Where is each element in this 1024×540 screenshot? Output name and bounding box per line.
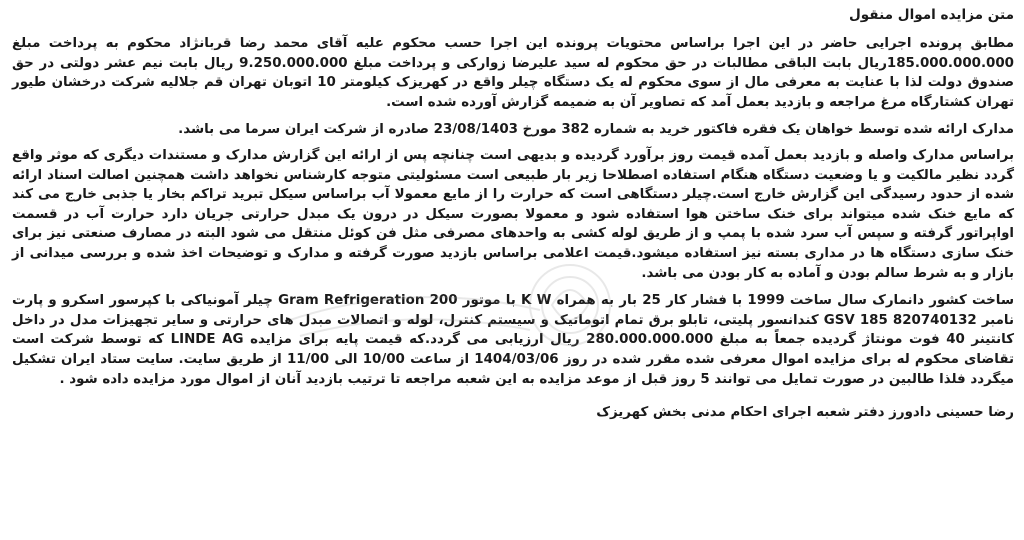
paragraph-specifications: ساخت کشور دانمارک سال ساخت 1999 با فشار کار 25 بار به همراه K W با موتور 200 Gram Refrigeration چیلر آمونیاکی با کپرسور اسکرو و پارت نامبر 820740132 GSV 185 کندانسور پلیتی، تابلو برق تمام اتوماتیک و سیستم کنترل، لوله و اتصالات مبدل های حرارتی و سایر تجهیزات مدل در داخل کانتینر 40 فوت مونتاژ گردیده جمعاً به مبلغ 280.000.000.000 ریال ارزیابی می گردد.که قیمت پایه برای مزایده LINDE AG که توسط شرکت است تقاضای محکوم له برای مزایده اموال معرفی شده مقرر شده در روز 1404/03/06 از ساعت 10/00 الی 11/00 از طریق سایت. سایت ستاد ایران تشکیل میگردد فلذا طالبین در صورت تمایل می توانند 5 روز قبل از موعد مزایده به این شعبه مراجعه تا ترتیب بازدید آنان از اموال مورد مزایده داده شود . — [12, 293, 1014, 387]
document-title: متن مزایده اموال منقول — [848, 7, 1014, 23]
signature-line: رضا حسینی دادورز دفتر شعبه اجرای احکام مدنی بخش کهریزک — [596, 405, 1014, 421]
paragraph-invoice: مدارک ارائه شده توسط خواهان یک فقره فاکتور خرید به شماره 382 مورخ 23/08/1403 صادره از شرکت ایران سرما می باشد. — [178, 122, 1014, 138]
paragraph-assessment: براساس مدارک واصله و بازدید بعمل آمده قیمت روز برآورد گردیده و بدیهی است چنانچه پس از ارائه این گزارش مدارک و مستندات دیگری که موثر واقع گردد نظیر مالکیت و یا وضعیت دستگاه هنگام استفاده اصطلاحا زیر بار طبیعی است مسئولیتی متوجه کارشناس نخواهد داشت همچنین اصالت اسناد ارائه شده از حدود رسیدگی این گزارش خارج است.چیلر دستگاهی است که حرارت را از مایع معمولا آب براساس سیکل تبرید تراکم بخار یا جذبی خارج می کند که مایع خنک شده میتواند برای خنک ساختن هوا استفاده شود و معمولا بصورت سیکل در درون یک مبدل حرارتی جریان دارد حرارت آب در قسمت اواپراتور گرفته و سپس آب سرد شده با پمپ و از طریق لوله کشی به واحدهای مصرفی مثل فن کوئل منتقل می شود البته در مصارف صنعتی نیز برای خنک سازی دستگاه ها در مداری بسته نیز استفاده میشود.قیمت اعلامی براساس بازدید صورت گرفته و مدارک و توضیحات اخذ شده و بررسی میدانی از بازار و به شرط سالم بودن و آماده به کار بودن می باشد. — [12, 147, 1014, 281]
paragraph-case-summary: مطابق پرونده اجرایی حاضر در این اجرا براساس محتویات پرونده این اجرا حسب محکوم علیه آقای محمد رضا قربانژاد محکوم به پرداخت مبلغ 185.000.000.000ریال بابت الباقی مطالبات در حق محکوم له سید علیرضا زوارکی و پرداخت مبلغ 9.250.000.000 ریال بابت نیم عشر دولتی در حق صندوق دولت لذا با عنایت به معرفی مال از سوی محکوم له یک دستگاه چیلر واقع در کهریزک کیلومتر 10 اتوبان تهران قم جلالیه شرکت درخشان طیور تهران کشتارگاه مرغ مراجعه و بازدید بعمل آمد که تصاویر آن به ضمیمه گزارش آورده شده است. — [12, 36, 1015, 110]
